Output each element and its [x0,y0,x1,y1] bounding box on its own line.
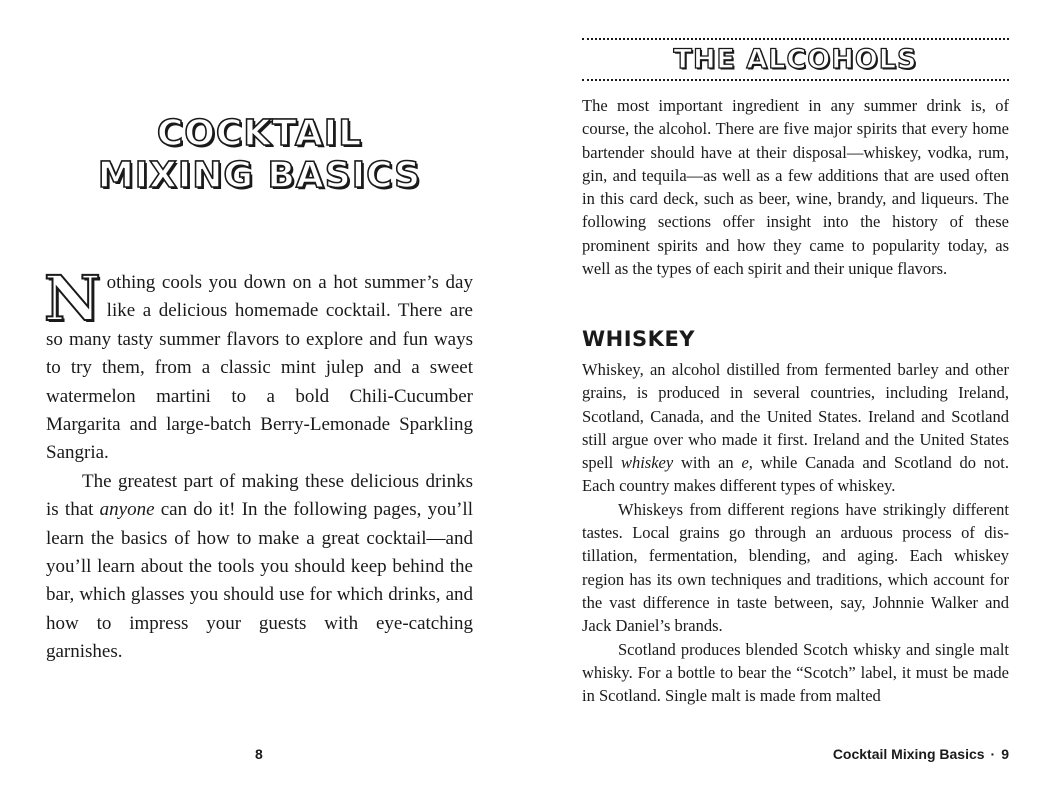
intro-paragraph-1-text: othing cools you down on a hot summer’s day like a delicious homemade cocktail. There are so many tasty summer flavors to explore and fun ways to try them, from a classic mint julep and a sweet watermelon martini to a bold Chili-Cucumber Margarita and large-batch Berry-Lemonade Sparkling Sangria. [46,272,473,464]
section-title: THE ALCOHOLS [673,44,918,75]
whiskey-text [582,358,1009,707]
page-number-right: 9 [1001,746,1009,762]
alcohols-intro-paragraph: The most important ingredient in any summer drink is, of course, the alcohol. There are five major spirits that every home bartender should have at their disposal—whiskey, vodka, rum, gin, and tequila—as well as a few additions that are used often in this card deck, such as beer, wine, brandy, and liqueurs. The following sections offer insight into the history of these prominent spirits and how they came to popularity today, as well as the types of each spirit and their unique flavors. [582,96,1009,279]
alcohols-intro [582,94,1009,280]
intro-paragraph-2-emphasis: anyone [99,499,155,521]
whiskey-paragraph-1-text-a: Whiskey, an alcohol distilled from fermented barley and other grains, is produced in several countries, including Ireland, Scotland, Canada, and the United States. Ireland and Scotland still argue over who made it first. Ireland and the United States spell [582,360,1009,473]
chapter-intro-text [44,262,473,667]
footer-separator: · [990,746,996,762]
chapter-title-line-2: MIXING BASICS [97,155,422,196]
title-rule-bottom [582,79,1009,81]
whiskey-paragraph-1-emphasis-1: whiskey [620,453,674,473]
whiskey-paragraph-1-text-b: with an [673,453,742,473]
title-rule-top [582,38,1009,40]
running-head: Cocktail Mixing Basics [832,746,985,762]
intro-paragraph-2-text-b: can do it! In the following pages, you’ll learn the basics of how to make a great cocktail—and you’ll learn about the tools you should keep behind the bar, which glasses you should use for which drinks, and how to impress your guests with eye-catching garnishes. [46,499,473,663]
intro-paragraph-2-text-a: The greatest part of making these delicious drinks is that [46,470,473,521]
chapter-title [46,113,473,197]
page-number-left: 8 [255,746,263,762]
whiskey-paragraph-2: Whiskeys from different regions have strikingly different tastes. Local grains go through an arduous process of distillation, fermentation, blending, and aging. Each whiskey region has its own techniques and traditions, which account for the vast difference in taste between, say, Johnnie Walker and Jack Daniel’s brands. [582,499,1009,636]
whiskey-paragraph-3: Scotland produces blended Scotch whisky and single malt whisky. For a bottle to bear the “Scotch” label, it must be made in Scotland. Single malt is made from malted [582,639,1009,706]
intro-paragraph-2 [46,468,473,667]
whiskey-paragraph-1-emphasis-2: e [741,453,749,473]
whiskey-heading: WHISKEY [582,327,696,351]
intro-paragraph-1 [44,262,473,468]
whiskey-paragraph-1-text-c: , while Canada and Scotland do not. Each country makes different types of whiskey. [582,453,1009,496]
whiskey-paragraph-1 [582,358,1009,498]
chapter-title-line-1: COCKTAIL [156,113,363,154]
running-footer-right [833,746,1009,762]
drop-cap: N [44,262,101,335]
